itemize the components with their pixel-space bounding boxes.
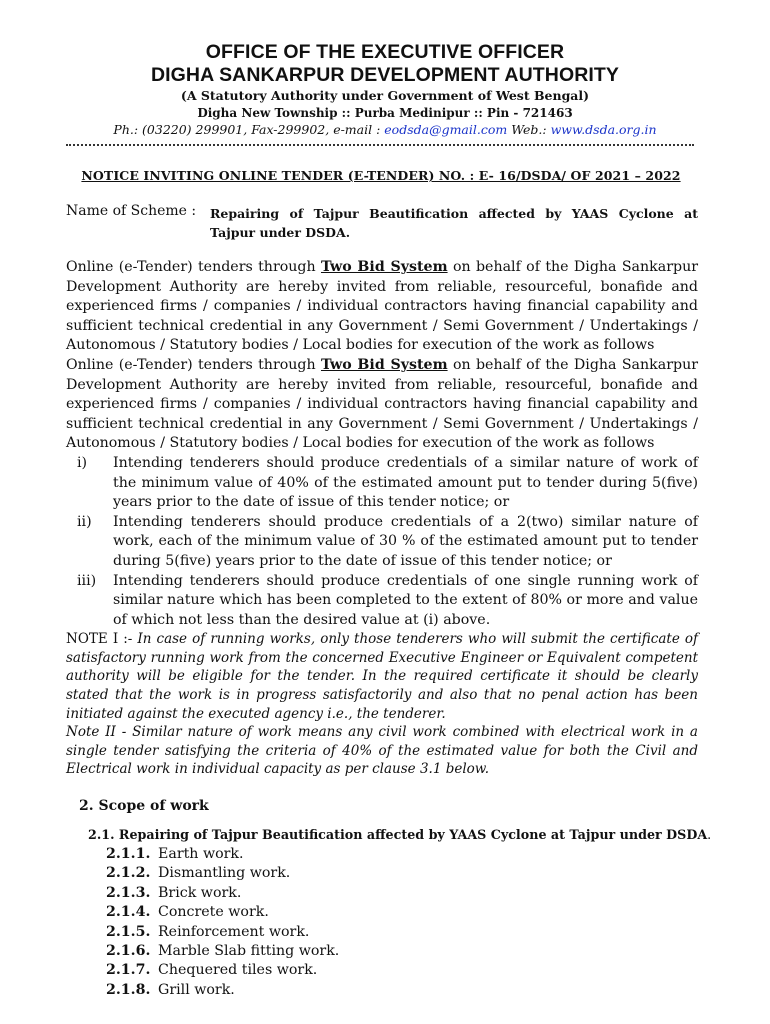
notice-body [66, 258, 698, 779]
intro-paragraph: Online (e-Tender) tenders through Two Bid System on behalf of the Digha Sankarpur Development Authority are hereby invited from reliable, resourceful, bonafide and experienced firms / companies / individual contractors having financial capability and sufficient technical credential in any Government / Semi Government / Undertakings / Autonomous / Statutory bodies / Local bodies for execution of the work as follows [66, 259, 698, 354]
scheme-label: Name of Scheme : [66, 203, 197, 219]
criterion-text: Intending tenderers should produce credentials of a 2(two) similar nature of work, each of the minimum value of 30 % of the estimated amount put to tender during 5(five) years prior to the date of issue of this tender notice; or [113, 513, 698, 569]
list-item: 2.1.2. Dismantling work. [106, 865, 291, 882]
notice-title: NOTICE INVITING ONLINE TENDER (E-TENDER) NO. : E- 16/DSDA/ OF 2021 – 2022 [81, 168, 681, 183]
criterion-number: iii) [77, 572, 97, 589]
criterion-text: Intending tenderers should produce credentials of one single running work of similar nature which has been completed to the extent of 80% or more and value of which not less than the desired value at (i) above. [113, 572, 698, 628]
contact-text: Ph.: (03220) 299901, Fax-299902, e-mail : [113, 122, 385, 137]
email-link[interactable]: eodsda@gmail.com [384, 122, 508, 137]
header-divider [66, 144, 694, 146]
note-one [66, 630, 698, 723]
list-item: 2.1.8. Grill work. [106, 981, 235, 998]
scope-heading: 2. Scope of work [79, 798, 209, 814]
list-item: 2.1.3. Brick work. [106, 884, 242, 901]
scope-subheading: 2.1. Repairing of Tajpur Beautification affected by YAAS Cyclone at Tajpur under DSDA. [88, 827, 712, 842]
criterion-number: ii) [77, 513, 92, 530]
office-title: OFFICE OF THE EXECUTIVE OFFICER [205, 41, 565, 63]
authority-title: DIGHA SANKARPUR DEVELOPMENT AUTHORITY [150, 64, 620, 86]
intro-paragraph-repeat: Online (e-Tender) tenders through Two Bid System on behalf of the Digha Sankarpur Development Authority are hereby invited from reliable, resourceful, bonafide and experienced firms / companies / individual contractors having financial capability and sufficient technical credential in any Government / Semi Government / Undertakings / Autonomous / Statutory bodies / Local bodies for execution of the work as follows [66, 356, 698, 452]
statutory-line: (A Statutory Authority under Government of West Bengal) [180, 88, 590, 103]
list-item: 2.1.6. Marble Slab fitting work. [106, 943, 340, 960]
scheme-name: Repairing of Tajpur Beautification affected by YAAS Cyclone at Tajpur under DSDA. [210, 206, 698, 240]
scope-items-list [106, 845, 339, 1000]
criterion-number: i) [77, 454, 88, 471]
list-item: 2.1.7. Chequered tiles work. [106, 962, 318, 979]
criterion-item [66, 513, 698, 572]
list-item: 2.1.4. Concrete work. [106, 904, 269, 921]
criterion-text: Intending tenderers should produce credentials of a similar nature of work of the minimum value of 40% of the estimated amount put to tender during 5(five) years prior to the date of issue of this tender notice; or [113, 454, 698, 511]
address-line: Digha New Township :: Purba Medinipur :: Pin - 721463 [197, 106, 573, 120]
note-one-label: NOTE I :- [66, 631, 138, 648]
note-two: Note II - Similar nature of work means any civil work combined with electrical work in a single tender satisfying the criteria of 40% of the estimated value for both the Civil and Electrical work in individual capacity as per clause 3.1 below. [66, 724, 698, 778]
criterion-item [66, 572, 698, 631]
web-link[interactable]: www.dsda.org.in [550, 122, 657, 137]
list-item: 2.1.1. Earth work. [106, 846, 244, 862]
bid-system: Two Bid System [320, 356, 448, 373]
web-label: Web.: [507, 122, 551, 137]
criterion-item [66, 454, 698, 513]
bid-system: Two Bid System [320, 259, 448, 275]
contact-line [0, 121, 770, 138]
note-one-text: In case of running works, only those tenderers who will submit the certificate of satisfactory running work from the concerned Executive Engineer or Equivalent competent authority will be eligible for the tender. In the required certificate it should be clearly stated that the work is in progress satisfactorily and also that no penal action has been initiated against the executed agency i.e., the tenderer. [66, 631, 699, 722]
list-item: 2.1.5. Reinforcement work. [106, 923, 310, 940]
